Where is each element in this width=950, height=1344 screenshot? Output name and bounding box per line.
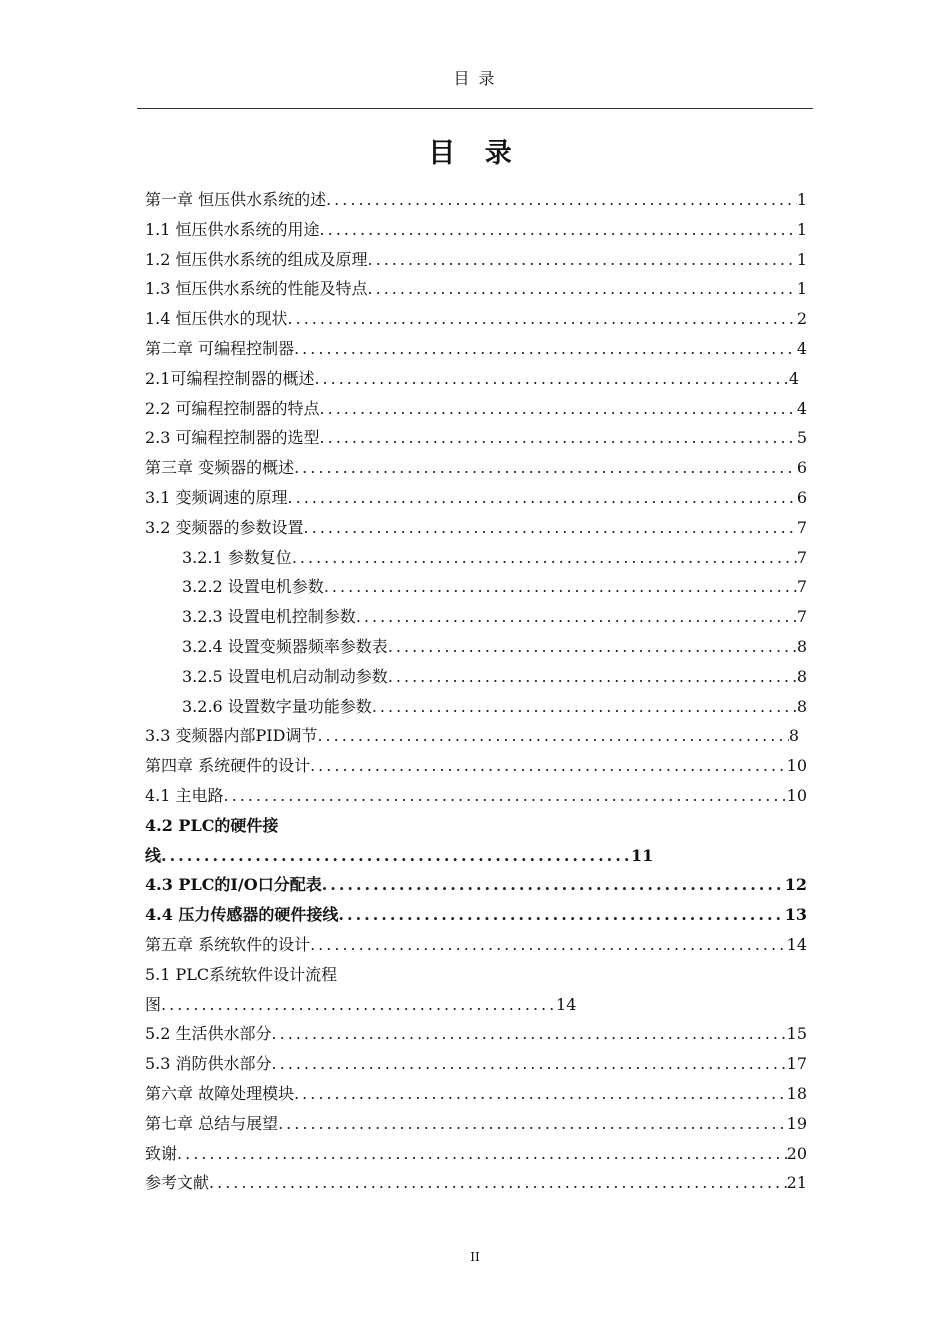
leader-dots: [278, 1109, 787, 1139]
toc-entry[interactable]: [145, 721, 807, 751]
leader-dots: [372, 692, 797, 722]
toc-entry-page: 7: [796, 577, 807, 597]
leader-dots: [324, 572, 797, 602]
toc-entry-page: 4: [796, 338, 807, 358]
toc-entry-label: 线: [145, 845, 162, 865]
toc-entry[interactable]: [145, 453, 807, 483]
leader-dots: [388, 662, 797, 692]
toc-entry-page: 8: [796, 666, 807, 686]
table-of-contents: [145, 185, 807, 1198]
toc-entry-page: 21: [786, 1173, 807, 1193]
toc-entry-label: 3.2.5 设置电机启动制动参数: [182, 666, 388, 686]
toc-entry[interactable]: [145, 960, 807, 990]
toc-entry-page: 6: [796, 487, 807, 507]
toc-entry-label: 第四章 系统硬件的设计: [145, 756, 311, 776]
toc-entry[interactable]: [145, 930, 807, 960]
toc-entry-page: 2: [796, 309, 807, 329]
toc-entry[interactable]: [145, 185, 807, 215]
toc-entry[interactable]: [145, 1019, 807, 1049]
toc-entry-page: 18: [786, 1083, 807, 1103]
leader-dots: [388, 632, 797, 662]
toc-entry[interactable]: [145, 841, 807, 871]
leader-dots: [320, 394, 797, 424]
toc-entry-label: 2.2 可编程控制器的特点: [145, 398, 320, 418]
toc-entry[interactable]: [145, 513, 807, 543]
toc-entry-page: 6: [796, 458, 807, 478]
toc-entry-page: 12: [784, 875, 807, 895]
toc-entry[interactable]: [145, 364, 807, 394]
leader-dots: [317, 721, 788, 751]
toc-entry-page: 14: [556, 994, 577, 1014]
leader-dots: [292, 543, 797, 573]
running-header: 目 录: [453, 69, 497, 88]
toc-entry-page: 19: [786, 1113, 807, 1133]
toc-entry[interactable]: [145, 245, 807, 275]
toc-entry[interactable]: [145, 572, 807, 602]
toc-entry-label: 3.2 变频器的参数设置: [145, 517, 304, 537]
toc-entry[interactable]: [145, 990, 807, 1020]
leader-dots: [314, 364, 788, 394]
toc-entry-label: 3.2.4 设置变频器频率参数表: [182, 636, 388, 656]
toc-entry[interactable]: [145, 1049, 807, 1079]
toc-entry[interactable]: [145, 781, 807, 811]
toc-entry-page: 13: [784, 905, 807, 925]
toc-entry[interactable]: [145, 394, 807, 424]
toc-entry-page: 8: [796, 636, 807, 656]
toc-entry[interactable]: [145, 334, 807, 364]
leader-dots: [310, 751, 787, 781]
toc-entry-label: 2.3 可编程控制器的选型: [145, 428, 320, 448]
leader-dots: [368, 245, 797, 275]
toc-entry-label: 参考文献: [145, 1173, 210, 1193]
toc-entry[interactable]: [145, 483, 807, 513]
toc-entry-page: 14: [786, 934, 807, 954]
toc-entry[interactable]: [145, 602, 807, 632]
toc-entry[interactable]: [145, 1109, 807, 1139]
toc-entry-page: 4: [788, 368, 799, 388]
leader-dots: [356, 602, 797, 632]
toc-entry-label: 5.3 消防供水部分: [145, 1054, 272, 1074]
leader-dots: [368, 274, 797, 304]
toc-entry-page: 1: [796, 279, 807, 299]
header-rule: [137, 108, 813, 109]
leader-dots: [272, 1019, 787, 1049]
toc-entry-label: 第七章 总结与展望: [145, 1113, 279, 1133]
toc-entry-label: 1.4 恒压供水的现状: [145, 309, 288, 329]
toc-entry-page: 4: [796, 398, 807, 418]
toc-entry[interactable]: [145, 870, 807, 900]
toc-entry[interactable]: [145, 811, 807, 841]
toc-entry[interactable]: [145, 304, 807, 334]
toc-entry[interactable]: [145, 632, 807, 662]
toc-entry[interactable]: [145, 1168, 807, 1198]
toc-entry-page: 7: [796, 517, 807, 537]
toc-entry-label: 图: [145, 994, 162, 1014]
toc-entry-label: 1.1 恒压供水系统的用途: [145, 219, 320, 239]
toc-entry-label: 4.2 PLC的硬件接: [145, 815, 279, 835]
toc-entry[interactable]: [145, 1139, 807, 1169]
toc-entry-page: 5: [796, 428, 807, 448]
toc-entry-label: 5.2 生活供水部分: [145, 1024, 272, 1044]
toc-entry-label: 第一章 恒压供水系统的述: [145, 190, 327, 209]
leader-dots: [161, 990, 556, 1020]
toc-entry-page: 1: [796, 249, 807, 269]
leader-dots: [288, 304, 797, 334]
toc-entry-label: 第二章 可编程控制器: [145, 338, 295, 358]
toc-entry-page: 17: [786, 1054, 807, 1074]
toc-entry-label: 2.1可编程控制器的概述: [145, 368, 315, 388]
toc-entry-label: 5.1 PLC系统软件设计流程: [145, 964, 338, 984]
leader-dots: [161, 841, 631, 871]
toc-entry-page: 20: [786, 1143, 807, 1163]
toc-entry-label: 1.3 恒压供水系统的性能及特点: [145, 279, 368, 299]
leader-dots: [209, 1168, 787, 1198]
toc-entry[interactable]: [145, 751, 807, 781]
toc-entry-label: 3.2.1 参数复位: [182, 547, 292, 567]
leader-dots: [338, 900, 784, 930]
toc-entry-label: 第三章 变频器的概述: [145, 458, 295, 478]
page-number: II: [470, 1250, 480, 1264]
toc-entry-label: 1.2 恒压供水系统的组成及原理: [145, 249, 368, 269]
toc-title: 目 录: [428, 138, 522, 169]
leader-dots: [322, 870, 785, 900]
toc-entry[interactable]: [145, 662, 807, 692]
leader-dots: [320, 215, 797, 245]
toc-entry-page: 1: [796, 219, 807, 239]
leader-dots: [304, 513, 797, 543]
toc-entry-label: 3.1 变频调速的原理: [145, 487, 288, 507]
toc-entry-label: 4.3 PLC的I/O口分配表: [145, 875, 322, 895]
leader-dots: [320, 423, 797, 453]
toc-entry[interactable]: [145, 1079, 807, 1109]
toc-entry-page: 7: [796, 547, 807, 567]
leader-dots: [310, 930, 787, 960]
toc-entry-page: 15: [786, 1024, 807, 1044]
toc-entry-label: 3.2.2 设置电机参数: [182, 577, 324, 597]
toc-entry-label: 第五章 系统软件的设计: [145, 934, 311, 954]
toc-entry[interactable]: [145, 423, 807, 453]
toc-entry[interactable]: [145, 900, 807, 930]
toc-entry-label: 3.2.3 设置电机控制参数: [182, 607, 356, 627]
toc-entry-page: 10: [786, 756, 807, 776]
leader-dots: [326, 185, 797, 215]
toc-entry-page: 11: [631, 845, 654, 865]
toc-entry-label: 致谢: [145, 1143, 178, 1163]
toc-entry-label: 4.4 压力传感器的硬件接线: [145, 905, 339, 925]
leader-dots: [294, 453, 797, 483]
toc-entry-page: 7: [796, 607, 807, 627]
toc-entry[interactable]: [145, 692, 807, 722]
toc-entry-page: 8: [796, 696, 807, 716]
toc-entry-page: 1: [796, 190, 807, 209]
leader-dots: [272, 1049, 787, 1079]
toc-entry-label: 3.2.6 设置数字量功能参数: [182, 696, 372, 716]
leader-dots: [294, 334, 797, 364]
toc-entry-page: 8: [788, 726, 799, 746]
toc-entry-label: 4.1 主电路: [145, 785, 224, 805]
toc-entry-label: 第六章 故障处理模块: [145, 1083, 295, 1103]
leader-dots: [288, 483, 797, 513]
leader-dots: [224, 781, 787, 811]
toc-entry[interactable]: [145, 215, 807, 245]
toc-entry[interactable]: [145, 274, 807, 304]
toc-entry-label: 3.3 变频器内部PID调节: [145, 726, 318, 746]
toc-entry-page: 10: [786, 785, 807, 805]
leader-dots: [177, 1139, 787, 1169]
leader-dots: [294, 1079, 787, 1109]
toc-entry[interactable]: [145, 543, 807, 573]
